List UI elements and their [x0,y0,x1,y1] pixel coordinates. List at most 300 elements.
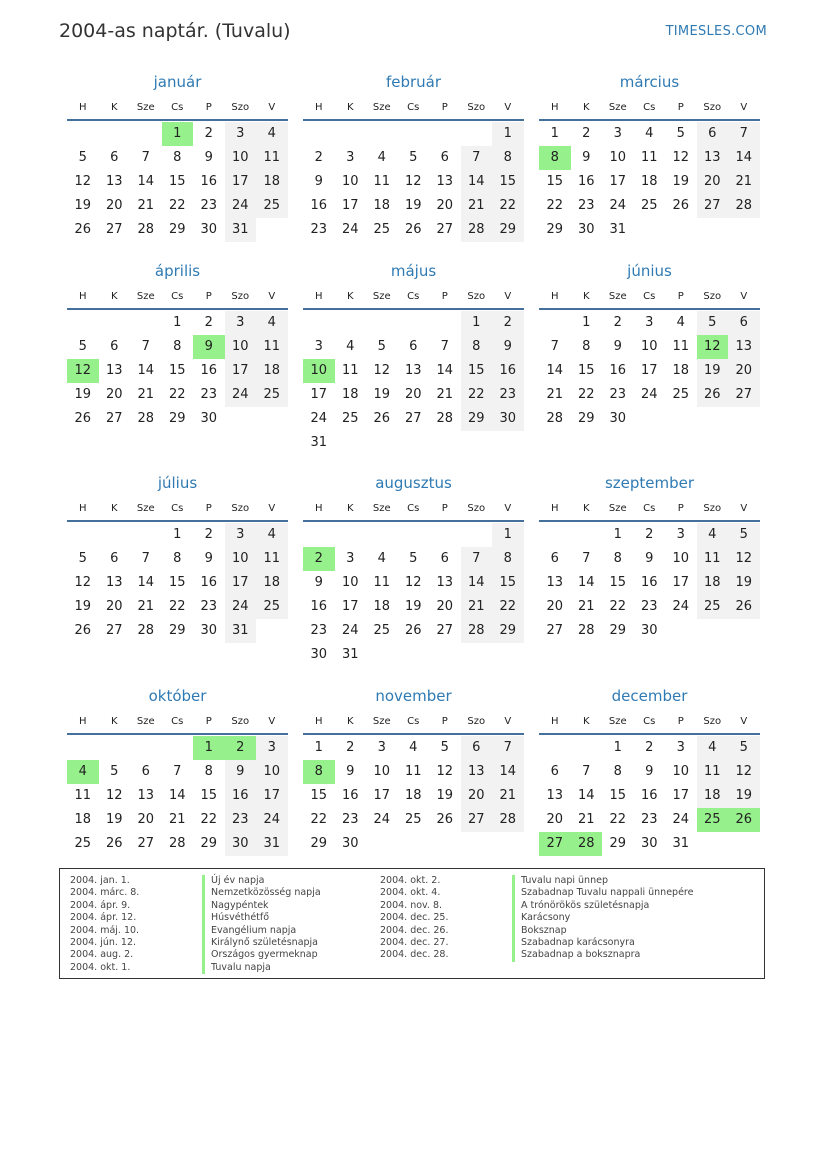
day-cell: 10 [341,174,359,189]
holiday-day-cell: 9 [193,335,225,359]
day-cell: 21 [461,194,493,218]
month-block [303,72,524,242]
day-cell: 20 [697,170,729,194]
month-block [67,686,288,856]
legend-holiday-name: Szabadnap karácsonyra [512,937,635,949]
brand-link[interactable]: TIMESLES.COM [665,24,767,39]
day-cell: 29 [168,222,186,237]
day-cell: 12 [74,575,92,590]
legend-holiday-name: Nagypéntek [202,900,269,912]
day-cell: 2 [346,740,355,755]
weekday-label: Szo [703,502,722,514]
day-grid [67,523,288,643]
day-cell: 27 [105,222,123,237]
legend-date: 2004. jan. 1. [70,875,130,886]
weekday-label: Szo [467,101,486,113]
day-cell: 19 [436,788,454,803]
day-grid [67,122,288,242]
day-cell: 30 [640,836,658,851]
day-cell: 4 [377,551,386,566]
day-cell: 12 [105,788,123,803]
month-block [67,72,288,242]
weekday-label: Sze [608,290,627,302]
day-cell: 5 [409,150,418,165]
day-cell: 25 [256,194,288,218]
day-cell: 23 [200,387,218,402]
day-cell: 27 [546,623,564,638]
day-cell: 15 [609,788,627,803]
day-cell: 5 [440,740,449,755]
day-cell: 13 [546,788,564,803]
day-cell: 13 [436,575,454,590]
day-cell: 9 [314,174,323,189]
day-cell: 9 [582,150,591,165]
day-cell: 30 [492,407,524,431]
day-cell: 4 [256,523,288,547]
legend-date: 2004. dec. 28. [380,949,449,961]
day-cell: 14 [137,575,155,590]
day-cell: 18 [640,174,658,189]
weekday-label: Sze [136,715,155,727]
legend-holiday-name: A trónörökös születésnapja [512,900,649,912]
weekday-label: P [677,715,684,727]
weekday-label: V [504,502,512,514]
weekday-label: Cs [643,290,656,302]
day-cell: 29 [310,836,328,851]
weekday-label: Szo [231,290,250,302]
day-cell: 6 [550,764,559,779]
day-cell: 26 [74,623,92,638]
day-grid [539,311,760,431]
day-cell: 3 [225,523,257,547]
day-cell: 12 [672,150,690,165]
weekday-label: V [268,101,276,113]
legend-date: 2004. okt. 2. [380,875,441,886]
legend-date: 2004. dec. 26. [380,924,449,936]
weekday-label: Szo [231,502,250,514]
day-cell: 3 [645,315,654,330]
day-cell: 17 [310,387,328,402]
weekday-label: Cs [171,101,184,113]
weekday-header [539,709,760,735]
day-grid [67,736,288,856]
day-cell: 27 [105,411,123,426]
day-cell: 23 [341,812,359,827]
day-cell: 19 [728,571,760,595]
weekday-header [303,709,524,735]
day-cell: 5 [409,551,418,566]
day-cell: 5 [728,523,760,547]
day-cell: 29 [577,411,595,426]
weekday-label: V [268,502,276,514]
day-cell: 18 [697,571,729,595]
day-cell: 8 [492,146,524,170]
day-cell: 2 [492,311,524,335]
day-cell: 27 [436,623,454,638]
day-cell: 27 [697,194,729,218]
day-cell: 30 [609,411,627,426]
day-cell: 31 [609,222,627,237]
day-cell: 24 [672,812,690,827]
holiday-day-cell: 25 [697,808,729,832]
day-cell: 12 [74,174,92,189]
weekday-label: Cs [171,715,184,727]
day-cell: 4 [697,523,729,547]
day-cell: 11 [373,575,391,590]
weekday-label: H [550,290,559,302]
day-cell: 20 [105,387,123,402]
day-cell: 11 [672,339,690,354]
weekday-label: Sze [136,290,155,302]
day-cell: 30 [341,836,359,851]
day-cell: 11 [697,547,729,571]
day-cell: 3 [256,736,288,760]
legend-holiday-name: Országos gyermeknap [202,949,318,961]
day-cell: 21 [492,784,524,808]
day-cell: 26 [74,222,92,237]
day-cell: 26 [105,836,123,851]
day-cell: 7 [440,339,449,354]
day-cell: 28 [546,411,564,426]
day-cell: 17 [256,784,288,808]
day-cell: 1 [550,126,559,141]
day-cell: 8 [173,551,182,566]
day-cell: 21 [168,812,186,827]
weekday-label: Cs [407,101,420,113]
month-block [303,686,524,856]
day-cell: 28 [137,411,155,426]
weekday-header [303,284,524,310]
weekday-label: P [205,715,212,727]
day-cell: 20 [137,812,155,827]
day-cell: 19 [373,387,391,402]
day-cell: 29 [609,836,627,851]
day-cell: 22 [310,812,328,827]
day-cell: 18 [373,198,391,213]
day-cell: 15 [461,359,493,383]
weekday-header [67,709,288,735]
day-cell: 26 [404,623,422,638]
weekday-label: V [268,715,276,727]
weekday-header [303,95,524,121]
day-cell: 11 [256,547,288,571]
day-cell: 12 [373,363,391,378]
day-cell: 8 [173,150,182,165]
day-grid [303,311,524,455]
day-cell: 13 [461,760,493,784]
weekday-label: H [314,101,323,113]
day-cell: 14 [577,788,595,803]
day-cell: 7 [582,764,591,779]
day-cell: 14 [137,363,155,378]
holiday-day-cell: 8 [539,146,571,170]
day-cell: 13 [404,363,422,378]
day-cell: 22 [168,387,186,402]
day-grid [303,523,524,667]
day-cell: 14 [137,174,155,189]
month-name: december [611,687,688,705]
day-cell: 17 [341,198,359,213]
day-cell: 28 [461,218,493,242]
day-cell: 2 [582,126,591,141]
day-cell: 21 [728,170,760,194]
day-cell: 27 [404,411,422,426]
day-cell: 3 [613,126,622,141]
day-cell: 21 [436,387,454,402]
month-block [303,473,524,667]
day-cell: 25 [256,383,288,407]
day-cell: 3 [346,150,355,165]
day-cell: 4 [256,122,288,146]
day-cell: 7 [728,122,760,146]
day-cell: 9 [204,551,213,566]
day-cell: 9 [492,335,524,359]
weekday-label: V [740,502,748,514]
day-cell: 16 [225,784,257,808]
day-cell: 17 [672,575,690,590]
legend-date: 2004. okt. 1. [70,961,131,973]
day-cell: 12 [404,575,422,590]
day-cell: 23 [640,599,658,614]
day-cell: 25 [373,623,391,638]
weekday-label: H [78,290,87,302]
day-cell: 15 [492,170,524,194]
month-name: június [627,262,672,280]
day-cell: 7 [141,150,150,165]
day-cell: 27 [461,808,493,832]
day-cell: 15 [168,575,186,590]
day-cell: 27 [137,836,155,851]
day-cell: 15 [577,363,595,378]
weekday-label: Sze [372,502,391,514]
day-cell: 6 [440,150,449,165]
day-grid [67,311,288,431]
day-cell: 2 [613,315,622,330]
day-cell: 1 [173,527,182,542]
day-cell: 8 [582,339,591,354]
day-cell: 21 [137,387,155,402]
day-cell: 13 [436,174,454,189]
day-cell: 18 [404,788,422,803]
day-cell: 14 [577,575,595,590]
day-cell: 2 [645,527,654,542]
day-grid [539,736,760,856]
day-cell: 16 [200,575,218,590]
day-cell: 4 [409,740,418,755]
day-cell: 6 [141,764,150,779]
month-block [539,261,760,431]
weekday-label: K [346,101,354,113]
weekday-label: H [78,502,87,514]
day-cell: 6 [440,551,449,566]
legend-date: 2004. dec. 25. [380,912,449,924]
legend-holiday-name: Szabadnap Tuvalu nappali ünnepére [512,887,693,899]
day-cell: 14 [461,170,493,194]
day-cell: 13 [137,788,155,803]
day-cell: 24 [310,411,328,426]
holiday-day-cell: 8 [303,760,335,784]
weekday-label: K [110,290,118,302]
day-cell: 18 [697,784,729,808]
day-cell: 28 [728,194,760,218]
day-cell: 31 [225,218,257,242]
day-cell: 20 [546,599,564,614]
day-cell: 13 [105,363,123,378]
day-cell: 8 [204,764,213,779]
day-cell: 1 [173,315,182,330]
day-cell: 18 [256,571,288,595]
day-cell: 30 [200,222,218,237]
day-cell: 31 [225,619,257,643]
day-cell: 24 [225,194,257,218]
weekday-header [67,496,288,522]
weekday-label: Cs [407,502,420,514]
day-cell: 4 [676,315,685,330]
day-cell: 28 [137,623,155,638]
weekday-label: Szo [467,715,486,727]
day-cell: 21 [577,599,595,614]
day-cell: 15 [310,788,328,803]
month-block [67,473,288,643]
day-cell: 30 [225,832,257,856]
weekday-label: Cs [643,101,656,113]
day-cell: 23 [200,198,218,213]
weekday-label: Cs [643,502,656,514]
day-cell: 11 [373,174,391,189]
day-cell: 30 [577,222,595,237]
day-cell: 22 [577,387,595,402]
weekday-label: H [78,101,87,113]
day-grid [303,122,524,242]
weekday-label: P [205,502,212,514]
day-cell: 6 [110,551,119,566]
legend-date: 2004. dec. 27. [380,936,449,948]
legend-date: 2004. ápr. 12. [70,912,137,924]
month-block [303,261,524,455]
day-cell: 28 [461,619,493,643]
weekday-label: P [677,502,684,514]
day-cell: 24 [341,623,359,638]
day-cell: 2 [314,150,323,165]
day-cell: 3 [225,122,257,146]
month-block [67,261,288,431]
legend-holiday-name: Karácsony [512,912,570,924]
day-cell: 6 [728,311,760,335]
day-cell: 9 [225,760,257,784]
day-cell: 14 [461,571,493,595]
day-cell: 3 [377,740,386,755]
weekday-label: H [550,715,559,727]
day-cell: 10 [225,547,257,571]
weekday-label: V [504,715,512,727]
day-cell: 14 [492,760,524,784]
day-cell: 23 [609,387,627,402]
day-cell: 25 [256,595,288,619]
day-cell: 16 [640,788,658,803]
day-cell: 1 [461,311,493,335]
day-cell: 13 [105,174,123,189]
day-cell: 15 [609,575,627,590]
day-cell: 21 [461,595,493,619]
holiday-day-cell: 1 [193,736,225,760]
day-cell: 11 [404,764,422,779]
weekday-label: P [677,290,684,302]
day-cell: 20 [436,599,454,614]
weekday-label: Szo [703,101,722,113]
day-cell: 11 [256,146,288,170]
day-cell: 13 [728,335,760,359]
month-name: október [148,687,207,705]
day-cell: 28 [492,808,524,832]
day-cell: 30 [200,623,218,638]
weekday-label: Cs [407,715,420,727]
day-cell: 20 [436,198,454,213]
day-cell: 26 [672,198,690,213]
day-cell: 10 [225,146,257,170]
legend-holiday-name: Evangélium napja [202,925,296,937]
weekday-label: Cs [171,502,184,514]
day-cell: 11 [341,363,359,378]
day-cell: 20 [105,198,123,213]
weekday-header [539,496,760,522]
weekday-label: K [110,101,118,113]
weekday-label: V [268,290,276,302]
day-cell: 6 [110,339,119,354]
day-cell: 12 [728,547,760,571]
weekday-label: Sze [608,502,627,514]
day-cell: 22 [200,812,218,827]
day-cell: 7 [141,339,150,354]
day-cell: 18 [672,363,690,378]
month-block [539,72,760,242]
month-name: augusztus [375,474,452,492]
day-cell: 17 [225,359,257,383]
day-cell: 23 [200,599,218,614]
day-cell: 7 [173,764,182,779]
day-cell: 10 [672,551,690,566]
day-cell: 17 [373,788,391,803]
day-cell: 5 [728,736,760,760]
day-cell: 13 [546,575,564,590]
day-cell: 1 [492,523,524,547]
day-cell: 27 [728,383,760,407]
weekday-label: Sze [608,101,627,113]
day-cell: 11 [74,788,92,803]
legend-date: 2004. márc. 8. [70,887,140,899]
day-cell: 5 [697,311,729,335]
weekday-label: P [441,715,448,727]
day-cell: 10 [672,764,690,779]
day-cell: 16 [609,363,627,378]
month-block [539,473,760,643]
month-name: július [157,474,198,492]
day-cell: 2 [204,527,213,542]
day-cell: 19 [105,812,123,827]
day-cell: 8 [613,764,622,779]
day-cell: 5 [78,551,87,566]
day-cell: 10 [373,764,391,779]
day-cell: 7 [141,551,150,566]
day-cell: 5 [676,126,685,141]
day-cell: 1 [613,527,622,542]
day-cell: 7 [492,736,524,760]
day-cell: 17 [225,571,257,595]
weekday-label: H [78,715,87,727]
weekday-label: P [205,290,212,302]
day-cell: 16 [492,359,524,383]
day-cell: 12 [404,174,422,189]
legend-holiday-name: Tuvalu napi ünnep [512,875,608,887]
